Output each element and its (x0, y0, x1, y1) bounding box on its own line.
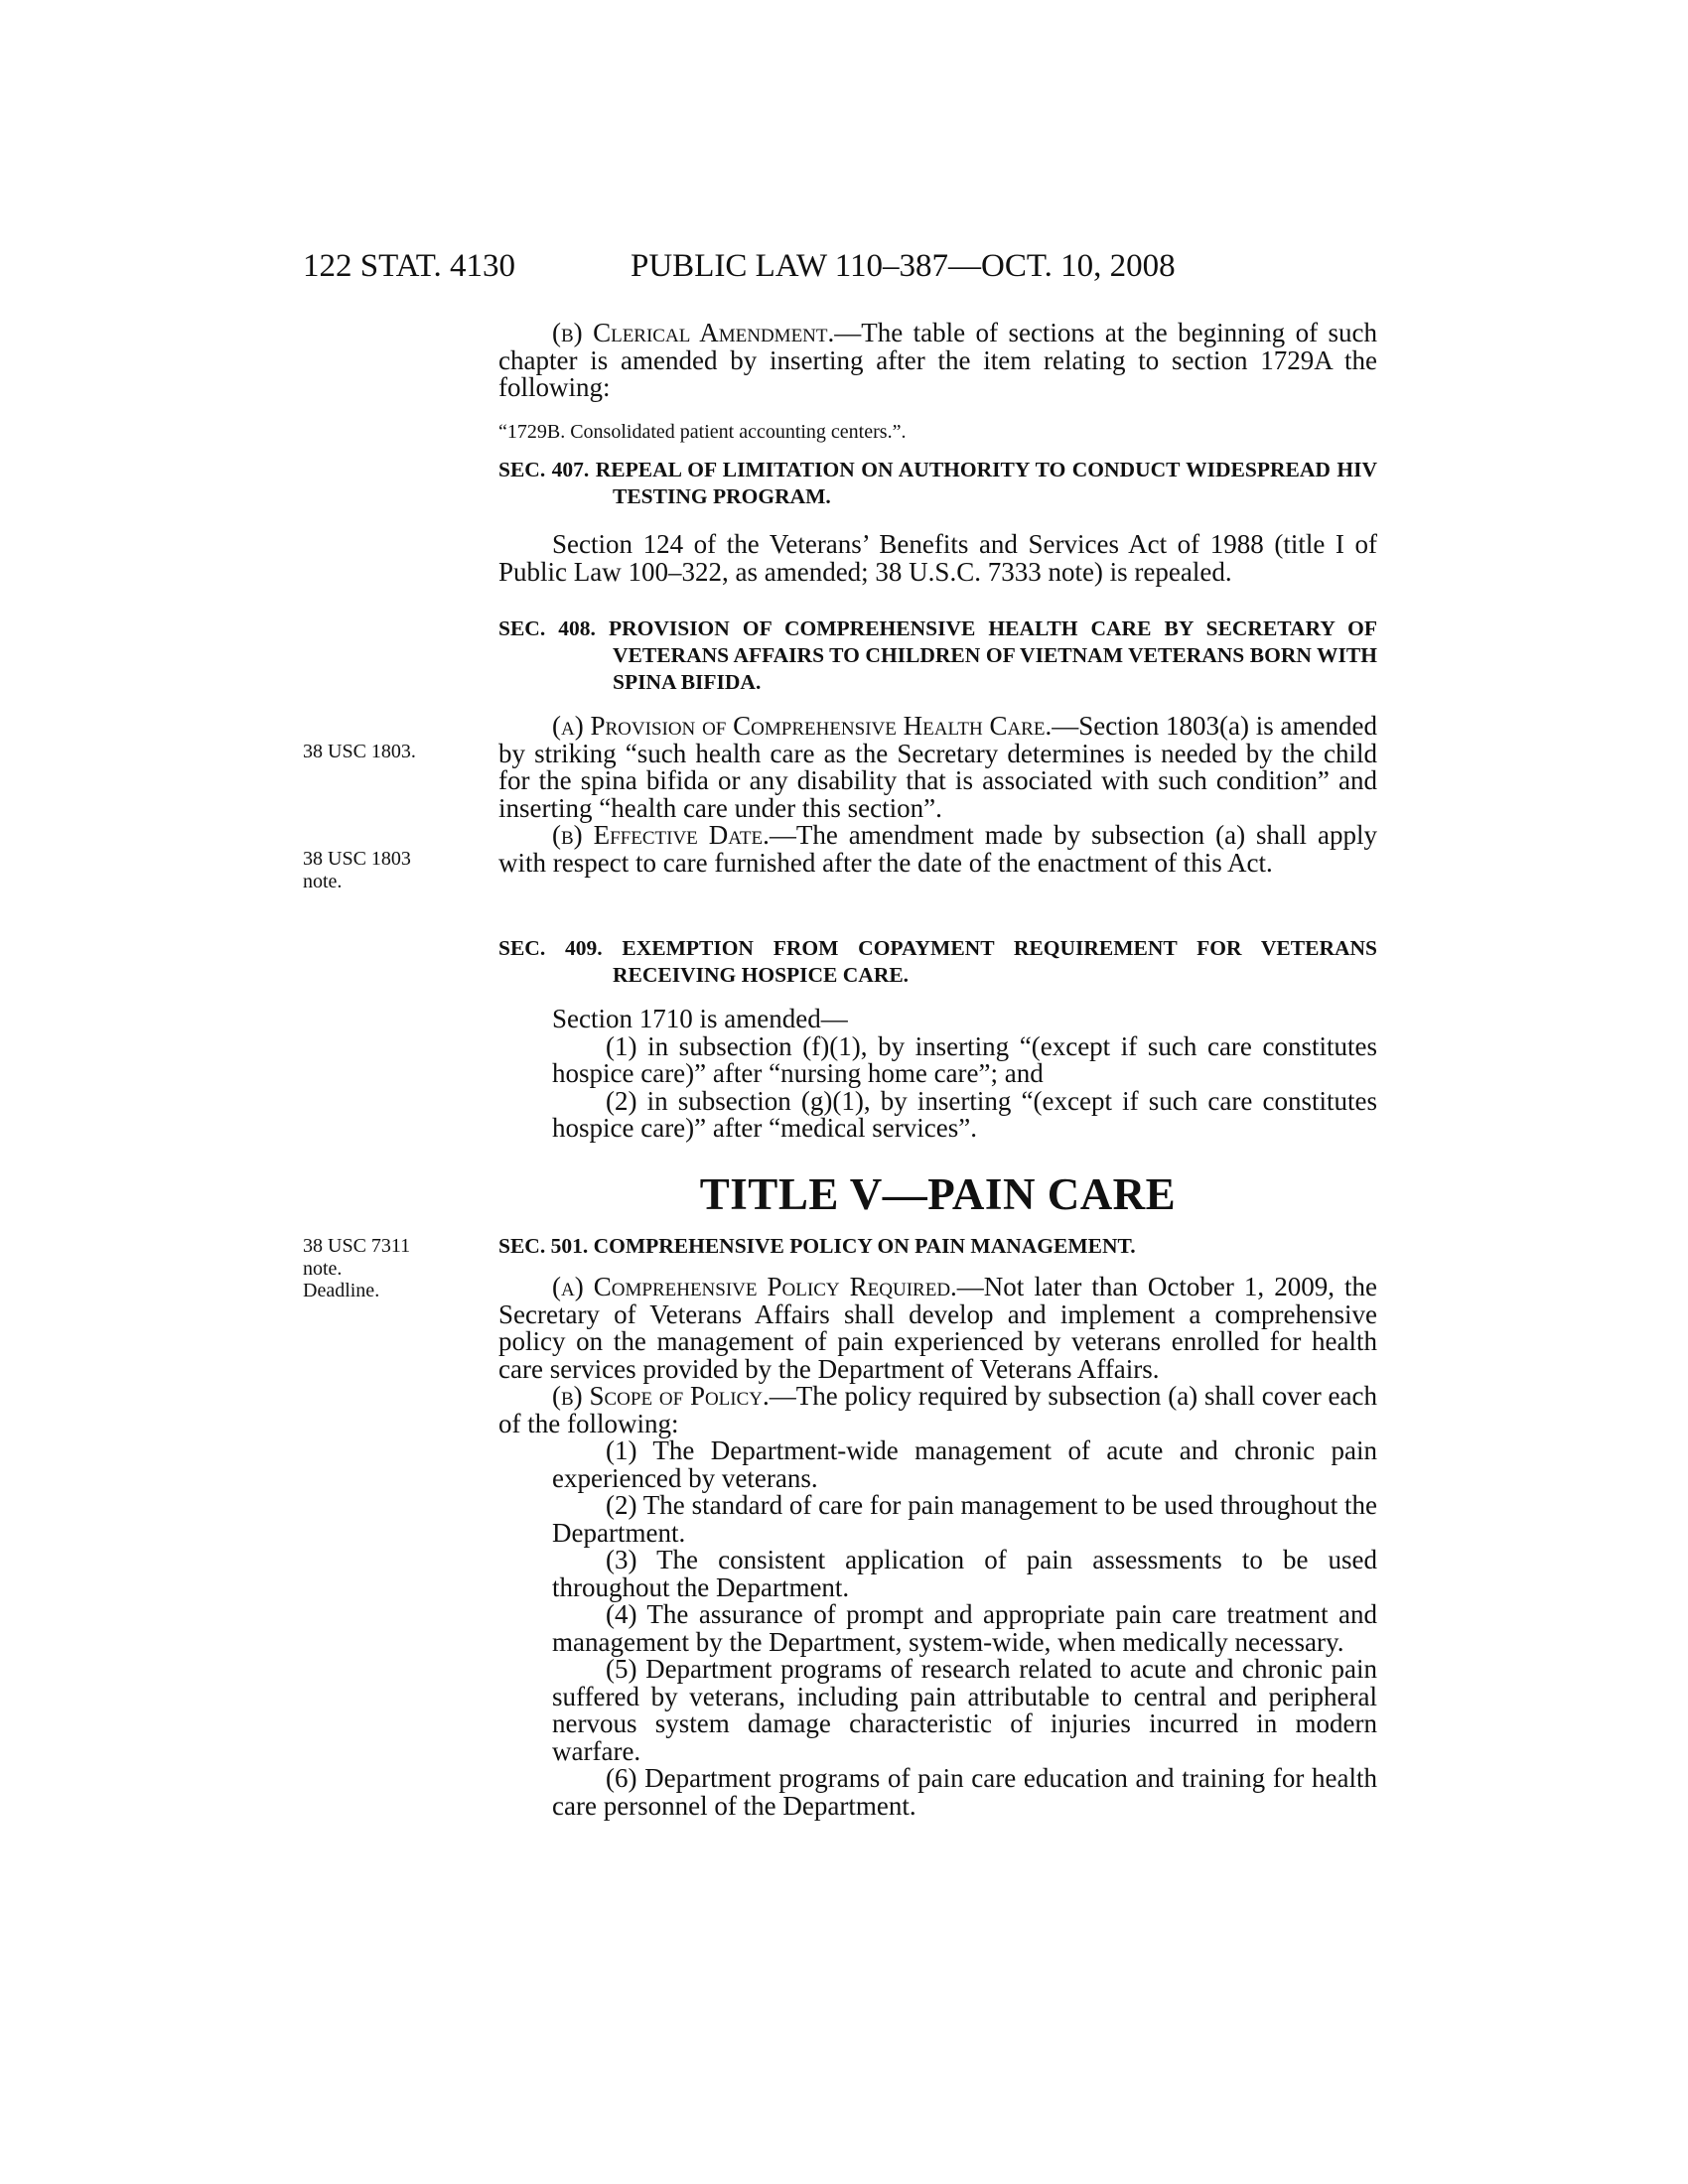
section-407-text: Section 124 of the Veterans’ Benefits and Services Act of 1988 (title I of Public Law 100–322, as amended; 38 U.S.C. 7333 note) is repealed. (498, 529, 1377, 587)
margin-note-38usc7311: 38 USC 7311 note. Deadline. (303, 1235, 411, 1301)
list-item: (3) The consistent application of pain assessments to be used throughout the Department. (552, 1545, 1377, 1602)
list-item: (5) Department programs of research related to acute and chronic pain suffered by veterans, including pain attributable to central and peripheral nervous system damage characteristic of injuries incurred in modern warfare. (552, 1654, 1377, 1766)
section-501-a-label: (a) Comprehensive Policy Required. (552, 1272, 957, 1301)
list-item: (2) The standard of care for pain management to be used throughout the Department. (552, 1490, 1377, 1548)
section-408-b-label: (b) Effective Date. (552, 820, 770, 850)
list-item: (6) Department programs of pain care education and training for health care personnel of the Department. (552, 1763, 1377, 1821)
table-of-sections-item: “1729B. Consolidated patient accounting centers.”. (498, 421, 907, 443)
section-409-intro: Section 1710 is amended— (552, 1004, 848, 1033)
clerical-amendment (498, 320, 1377, 402)
section-501 (498, 1233, 1377, 1820)
section-407 (498, 457, 1377, 586)
section-408-a-label: (a) Provision of Comprehensive Health Care. (552, 711, 1053, 741)
section-409-item-1: (1) in subsection (f)(1), by inserting “(except if such care constitutes hospice care)” after “nursing home care”; and (552, 1030, 1377, 1088)
section-501-a-text: —Not later than October 1, 2009, the Secretary of Veterans Affairs shall develop and implement a comprehensive policy on the management of pain experienced by veterans enrolled for health care services provided by the Department of Veterans Affairs. (498, 1272, 1377, 1384)
section-501-b-text: —The policy required by subsection (a) shall cover each of the following: (498, 1381, 1377, 1438)
section-408 (498, 615, 1377, 877)
page-stat-citation: 122 STAT. 4130 (303, 248, 516, 284)
margin-note-38usc1803: 38 USC 1803. (303, 741, 416, 762)
section-408-a-text: —Section 1803(a) is amended by striking “such health care as the Secretary determines is needed by the child for the spina bifida or any disability that is associated with such condition” and inserting “health care under this section”. (498, 711, 1377, 823)
clerical-amendment-label: (b) Clerical Amendment. (552, 318, 835, 347)
list-item: (1) The Department-wide management of acute and chronic pain experienced by veterans. (552, 1435, 1377, 1493)
section-501-heading: SEC. 501. COMPREHENSIVE POLICY ON PAIN MANAGEMENT. (498, 1234, 1136, 1258)
section-409 (498, 935, 1377, 1143)
clerical-amendment-text: —The table of sections at the beginning of such chapter is amended by inserting after the item relating to section 1729A the following: (498, 318, 1377, 402)
list-item: (4) The assurance of prompt and appropriate pain care treatment and management by the Department, system-wide, when medically necessary. (552, 1599, 1377, 1657)
section-408-b-text: —The amendment made by subsection (a) shall apply with respect to care furnished after the date of the enactment of this Act. (498, 820, 1377, 878)
running-head: PUBLIC LAW 110–387—OCT. 10, 2008 (631, 248, 1176, 284)
section-501-b-label: (b) Scope of Policy. (552, 1381, 770, 1411)
section-407-heading: SEC. 407. REPEAL OF LIMITATION ON AUTHORITY TO CONDUCT WIDESPREAD HIV TESTING PROGRAM. (498, 458, 1377, 508)
section-409-item-2: (2) in subsection (g)(1), by inserting “(except if such care constitutes hospice care)” after “medical services”. (552, 1085, 1377, 1143)
margin-note-38usc1803-note: 38 USC 1803 note. (303, 848, 411, 892)
title-heading: TITLE V—PAIN CARE (699, 1169, 1177, 1219)
section-408-heading: SEC. 408. PROVISION OF COMPREHENSIVE HEALTH CARE BY SECRETARY OF VETERANS AFFAIRS TO CHILDREN OF VIETNAM VETERANS BORN WITH SPINA BIFIDA. (498, 616, 1377, 694)
section-409-heading: SEC. 409. EXEMPTION FROM COPAYMENT REQUIREMENT FOR VETERANS RECEIVING HOSPICE CARE. (498, 936, 1377, 987)
